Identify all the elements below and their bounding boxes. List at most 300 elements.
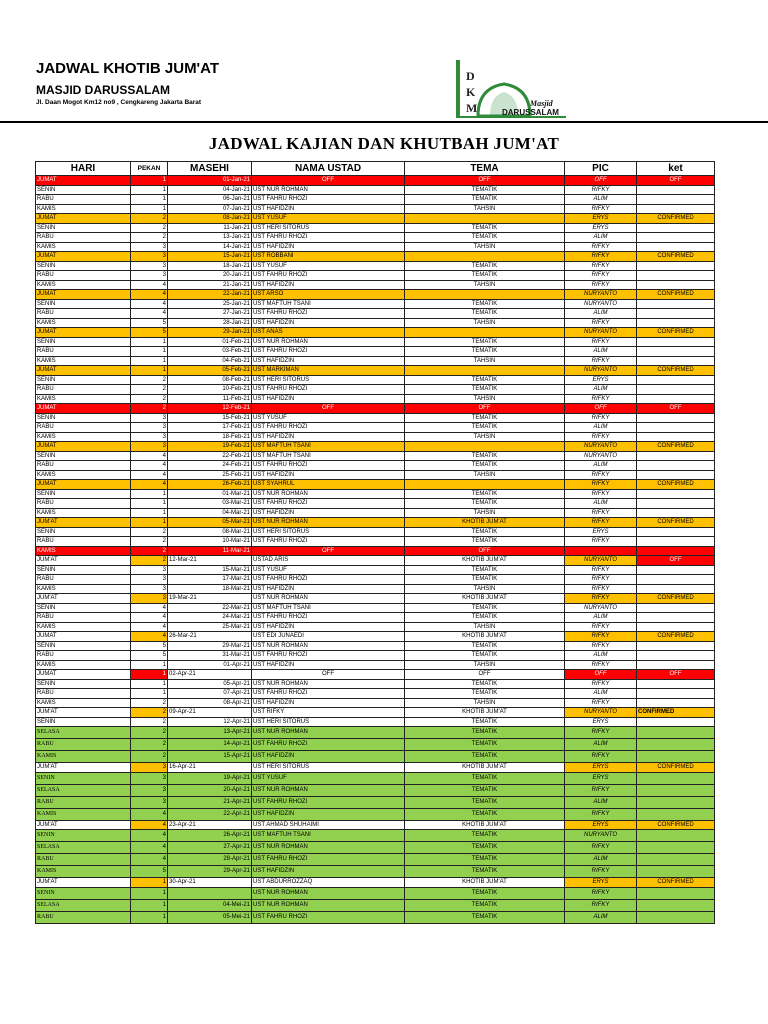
nama-ustad-cell: UST NUR ROHMAN <box>252 887 405 899</box>
pic-cell: ALIM <box>565 347 637 357</box>
pekan-cell: 2 <box>131 223 168 233</box>
nama-ustad-cell: UST HAFIDZIN <box>252 508 405 518</box>
nama-ustad-cell: UST HAFIDZIN <box>252 622 405 632</box>
table-row <box>36 679 715 689</box>
table-row <box>36 537 715 547</box>
ket-cell <box>637 394 715 404</box>
ket-cell <box>637 347 715 357</box>
ket-cell <box>637 796 715 808</box>
masehi-cell: 19-Mar-21 <box>168 594 252 604</box>
tema-cell: OFF <box>405 546 565 556</box>
pekan-cell: 1 <box>131 366 168 376</box>
pic-cell: RIFKY <box>565 261 637 271</box>
pekan-cell: 2 <box>131 394 168 404</box>
hari-cell: RABU <box>36 233 131 243</box>
nama-ustad-cell: UST NUR ROHMAN <box>252 641 405 651</box>
masehi-cell: 30-Apr-21 <box>168 878 252 888</box>
pic-cell: ERYS <box>565 717 637 727</box>
tema-cell: KHOTIB JUM'AT <box>405 594 565 604</box>
hari-cell: SENIN <box>36 772 131 784</box>
hari-cell: JUM'AT <box>36 518 131 528</box>
ket-cell <box>637 727 715 739</box>
pekan-cell: 3 <box>131 242 168 252</box>
nama-ustad-cell: UST MAFTUH TSANI <box>252 603 405 613</box>
tema-cell: TEMATIK <box>405 899 565 911</box>
masehi-cell: 05-Feb-21 <box>168 366 252 376</box>
masehi-cell: 19-Feb-21 <box>168 442 252 452</box>
logo-letter-d: D <box>466 69 475 83</box>
tema-cell: TEMATIK <box>405 413 565 423</box>
nama-ustad-cell: UST NUR ROHMAN <box>252 337 405 347</box>
ket-cell <box>637 698 715 708</box>
tema-cell: TEMATIK <box>405 784 565 796</box>
nama-ustad-cell: UST FAHRU RHOZI <box>252 423 405 433</box>
masehi-cell: 13-Jan-21 <box>168 233 252 243</box>
hari-cell: SENIN <box>36 527 131 537</box>
hari-cell: JUMAT <box>36 480 131 490</box>
hari-cell: KAMIS <box>36 751 131 763</box>
masehi-cell: 20-Apr-21 <box>168 784 252 796</box>
col-masehi: MASEHI <box>168 162 252 176</box>
tema-cell: KHOTIB JUM'AT <box>405 878 565 888</box>
ket-cell <box>637 508 715 518</box>
masehi-cell: 26-Feb-21 <box>168 480 252 490</box>
masehi-cell: 04-Mar-21 <box>168 508 252 518</box>
tema-cell: TEMATIK <box>405 689 565 699</box>
table-row <box>36 660 715 670</box>
tema-cell: TEMATIK <box>405 223 565 233</box>
pekan-cell: 2 <box>131 404 168 414</box>
table-row <box>36 470 715 480</box>
table-row <box>36 866 715 878</box>
pekan-cell: 1 <box>131 911 168 923</box>
hari-cell: RABU <box>36 796 131 808</box>
masehi-cell: 08-Feb-21 <box>168 375 252 385</box>
nama-ustad-cell: UST FAHRU RHOZI <box>252 911 405 923</box>
masehi-cell: 13-Apr-21 <box>168 727 252 739</box>
nama-ustad-cell: UST HAFIDZIN <box>252 356 405 366</box>
pekan-cell: 3 <box>131 442 168 452</box>
nama-ustad-cell: UST NUR ROHMAN <box>252 679 405 689</box>
pekan-cell: 2 <box>131 698 168 708</box>
hari-cell: RABU <box>36 689 131 699</box>
ket-cell <box>637 808 715 820</box>
pekan-cell: 5 <box>131 318 168 328</box>
pekan-cell: 4 <box>131 854 168 866</box>
nama-ustad-cell: OFF <box>252 404 405 414</box>
hari-cell: RABU <box>36 271 131 281</box>
table-row <box>36 290 715 300</box>
masehi-cell: 24-Feb-21 <box>168 461 252 471</box>
masehi-cell: 12-Mar-21 <box>168 556 252 566</box>
ket-cell <box>637 233 715 243</box>
masehi-cell: 04-Mei-21 <box>168 899 252 911</box>
col-ket: ket <box>637 162 715 176</box>
hari-cell: SENIN <box>36 299 131 309</box>
tema-cell: TAHSIN <box>405 470 565 480</box>
pekan-cell: 4 <box>131 830 168 842</box>
hari-cell: JUM'AT <box>36 708 131 718</box>
tema-cell: TEMATIK <box>405 309 565 319</box>
hari-cell: JUMAT <box>36 214 131 224</box>
nama-ustad-cell: UST HAFIDZIN <box>252 394 405 404</box>
nama-ustad-cell: UST HERI SITORUS <box>252 763 405 773</box>
masehi-cell: 04-Jan-21 <box>168 185 252 195</box>
pic-cell: RIFKY <box>565 337 637 347</box>
pekan-cell: 4 <box>131 470 168 480</box>
tema-cell: TAHSIN <box>405 622 565 632</box>
masehi-cell: 18-Mar-21 <box>168 584 252 594</box>
table-row <box>36 499 715 509</box>
nama-ustad-cell: UST EDI JUNAEDI <box>252 632 405 642</box>
pic-cell <box>565 546 637 556</box>
masehi-cell: 27-Jan-21 <box>168 309 252 319</box>
pekan-cell: 4 <box>131 309 168 319</box>
tema-cell: TEMATIK <box>405 772 565 784</box>
pekan-cell: 1 <box>131 176 168 186</box>
masehi-cell: 01-Jan-21 <box>168 176 252 186</box>
table-row <box>36 708 715 718</box>
masehi-cell: 12-Feb-21 <box>168 404 252 414</box>
pekan-cell: 2 <box>131 527 168 537</box>
ket-cell <box>637 584 715 594</box>
hari-cell: SELASA <box>36 842 131 854</box>
tema-cell: TAHSIN <box>405 660 565 670</box>
nama-ustad-cell: UST YUSUF <box>252 261 405 271</box>
pic-cell: ERYS <box>565 820 637 830</box>
pekan-cell: 1 <box>131 518 168 528</box>
masehi-cell: 29-Mar-21 <box>168 641 252 651</box>
tema-cell: TAHSIN <box>405 508 565 518</box>
hari-cell: KAMIS <box>36 508 131 518</box>
pic-cell: RIFKY <box>565 518 637 528</box>
masehi-cell: 26-Apr-21 <box>168 830 252 842</box>
masehi-cell: 05-Mar-21 <box>168 518 252 528</box>
ket-cell <box>637 887 715 899</box>
header-title: JADWAL KHOTIB JUM'AT <box>36 60 220 77</box>
pekan-cell: 2 <box>131 546 168 556</box>
nama-ustad-cell: UST ROBBANI <box>252 252 405 262</box>
pic-cell: ALIM <box>565 796 637 808</box>
tema-cell: TEMATIK <box>405 911 565 923</box>
tema-cell: TEMATIK <box>405 679 565 689</box>
nama-ustad-cell: UST HAFIDZIN <box>252 204 405 214</box>
hari-cell: SENIN <box>36 451 131 461</box>
tema-cell: TEMATIK <box>405 854 565 866</box>
pic-cell: ALIM <box>565 195 637 205</box>
pic-cell: RIFKY <box>565 632 637 642</box>
nama-ustad-cell: UST HAFIDZIN <box>252 432 405 442</box>
hari-cell: KAMIS <box>36 808 131 820</box>
pekan-cell: 3 <box>131 271 168 281</box>
masehi-cell: 02-Apr-21 <box>168 670 252 680</box>
hari-cell: KAMIS <box>36 242 131 252</box>
nama-ustad-cell: UST MAFTUH TSANI <box>252 830 405 842</box>
hari-cell: RABU <box>36 423 131 433</box>
hari-cell: KAMIS <box>36 660 131 670</box>
tema-cell: TEMATIK <box>405 808 565 820</box>
pekan-cell: 4 <box>131 622 168 632</box>
table-row <box>36 489 715 499</box>
table-row <box>36 233 715 243</box>
masehi-cell: 08-Mar-21 <box>168 527 252 537</box>
hari-cell: JUMAT <box>36 670 131 680</box>
hari-cell: JUMAT <box>36 404 131 414</box>
ket-cell <box>637 866 715 878</box>
ket-cell: CONFIRMED <box>637 328 715 338</box>
pekan-cell: 4 <box>131 632 168 642</box>
hari-cell: RABU <box>36 739 131 751</box>
masehi-cell: 20-Jan-21 <box>168 271 252 281</box>
pekan-cell: 3 <box>131 252 168 262</box>
ket-cell <box>637 613 715 623</box>
tema-cell: TEMATIK <box>405 613 565 623</box>
ket-cell <box>637 660 715 670</box>
tema-cell: TEMATIK <box>405 739 565 751</box>
table-row <box>36 911 715 923</box>
table-row <box>36 242 715 252</box>
pekan-cell: 3 <box>131 763 168 773</box>
nama-ustad-cell: UST FAHRU RHOZI <box>252 233 405 243</box>
table-row <box>36 461 715 471</box>
hari-cell: SENIN <box>36 375 131 385</box>
pekan-cell: 1 <box>131 689 168 699</box>
ket-cell <box>637 299 715 309</box>
table-row <box>36 784 715 796</box>
masehi-cell: 15-Mar-21 <box>168 565 252 575</box>
masehi-cell: 10-Feb-21 <box>168 385 252 395</box>
hari-cell: JUMAT <box>36 252 131 262</box>
table-row <box>36 651 715 661</box>
pic-cell: ERYS <box>565 763 637 773</box>
pic-cell: RIFKY <box>565 594 637 604</box>
table-row <box>36 565 715 575</box>
pekan-cell: 4 <box>131 808 168 820</box>
hari-cell: JUM'AT <box>36 820 131 830</box>
table-row <box>36 887 715 899</box>
table-row <box>36 252 715 262</box>
nama-ustad-cell: USTAD ARIS <box>252 556 405 566</box>
logo-letter-m: M <box>466 101 478 115</box>
table-row <box>36 763 715 773</box>
pic-cell: NURYANTO <box>565 442 637 452</box>
ket-cell <box>637 527 715 537</box>
pekan-cell: 1 <box>131 195 168 205</box>
ket-cell: CONFIRMED <box>637 518 715 528</box>
nama-ustad-cell: UST FAHRU RHOZI <box>252 739 405 751</box>
tema-cell: TAHSIN <box>405 204 565 214</box>
tema-cell: KHOTIB JUM'AT <box>405 708 565 718</box>
tema-cell: OFF <box>405 176 565 186</box>
hari-cell: SENIN <box>36 261 131 271</box>
nama-ustad-cell: UST FAHRU RHOZI <box>252 575 405 585</box>
masehi-cell: 28-Jan-21 <box>168 318 252 328</box>
ket-cell <box>637 242 715 252</box>
masehi-cell: 21-Jan-21 <box>168 280 252 290</box>
masehi-cell: 08-Jan-21 <box>168 214 252 224</box>
nama-ustad-cell: UST YUSUF <box>252 413 405 423</box>
pekan-cell: 1 <box>131 489 168 499</box>
nama-ustad-cell: UST ANAS <box>252 328 405 338</box>
ket-cell <box>637 830 715 842</box>
ket-cell: CONFIRMED <box>637 252 715 262</box>
tema-cell: TAHSIN <box>405 318 565 328</box>
masehi-cell: 03-Mar-21 <box>168 499 252 509</box>
pekan-cell: 1 <box>131 660 168 670</box>
pic-cell: ALIM <box>565 385 637 395</box>
col-nama-ustad: NAMA USTAD <box>252 162 405 176</box>
ket-cell <box>637 784 715 796</box>
masehi-cell: 27-Apr-21 <box>168 842 252 854</box>
ket-cell: CONFIRMED <box>637 290 715 300</box>
table-row <box>36 185 715 195</box>
tema-cell: TAHSIN <box>405 584 565 594</box>
pekan-cell: 5 <box>131 866 168 878</box>
pekan-cell: 1 <box>131 899 168 911</box>
schedule-table <box>35 161 715 924</box>
logo-letter-k: K <box>466 85 476 99</box>
hari-cell: SENIN <box>36 185 131 195</box>
pic-cell: RIFKY <box>565 242 637 252</box>
table-row <box>36 899 715 911</box>
col-pic: PIC <box>565 162 637 176</box>
nama-ustad-cell: UST RIFKY <box>252 708 405 718</box>
ket-cell <box>637 461 715 471</box>
nama-ustad-cell: UST SYAHRUL <box>252 480 405 490</box>
masehi-cell: 22-Mar-21 <box>168 603 252 613</box>
pic-cell: ALIM <box>565 423 637 433</box>
ket-cell <box>637 432 715 442</box>
masehi-cell: 18-Feb-21 <box>168 432 252 442</box>
pic-cell: NURYANTO <box>565 290 637 300</box>
pekan-cell: 4 <box>131 451 168 461</box>
tema-cell: KHOTIB JUM'AT <box>405 518 565 528</box>
table-row <box>36 299 715 309</box>
nama-ustad-cell: UST HAFIDZIN <box>252 318 405 328</box>
pekan-cell: 1 <box>131 878 168 888</box>
nama-ustad-cell: UST YUSUF <box>252 565 405 575</box>
tema-cell: TAHSIN <box>405 280 565 290</box>
pic-cell: RIFKY <box>565 271 637 281</box>
masehi-cell: 03-Feb-21 <box>168 347 252 357</box>
ket-cell <box>637 717 715 727</box>
pic-cell: RIFKY <box>565 866 637 878</box>
masjid-name: MASJID DARUSSALAM <box>36 83 171 97</box>
table-row <box>36 820 715 830</box>
pekan-cell: 4 <box>131 613 168 623</box>
nama-ustad-cell: UST HAFIDZIN <box>252 242 405 252</box>
tema-cell <box>405 290 565 300</box>
table-row <box>36 808 715 820</box>
pic-cell: ALIM <box>565 233 637 243</box>
hari-cell: JUM'AT <box>36 594 131 604</box>
nama-ustad-cell: UST FAHRU RHOZI <box>252 195 405 205</box>
hari-cell: RABU <box>36 575 131 585</box>
pekan-cell: 1 <box>131 337 168 347</box>
hari-cell: KAMIS <box>36 280 131 290</box>
masehi-cell: 17-Feb-21 <box>168 423 252 433</box>
table-row <box>36 214 715 224</box>
masehi-cell: 18-Jan-21 <box>168 261 252 271</box>
hari-cell: KAMIS <box>36 622 131 632</box>
pekan-cell: 3 <box>131 565 168 575</box>
hari-cell: JUM'AT <box>36 763 131 773</box>
hari-cell: RABU <box>36 461 131 471</box>
hari-cell: SENIN <box>36 641 131 651</box>
hari-cell: RABU <box>36 854 131 866</box>
nama-ustad-cell: UST HERI SITORUS <box>252 223 405 233</box>
tema-cell: TEMATIK <box>405 717 565 727</box>
ket-cell <box>637 271 715 281</box>
hari-cell: JUMAT <box>36 328 131 338</box>
hari-cell: KAMIS <box>36 394 131 404</box>
table-row <box>36 394 715 404</box>
ket-cell: OFF <box>637 556 715 566</box>
table-row <box>36 717 715 727</box>
nama-ustad-cell: UST NUR ROHMAN <box>252 185 405 195</box>
tema-cell: OFF <box>405 404 565 414</box>
masehi-cell: 31-Mar-21 <box>168 651 252 661</box>
nama-ustad-cell: UST FAHRU RHOZI <box>252 651 405 661</box>
pic-cell: NURYANTO <box>565 556 637 566</box>
ket-cell <box>637 356 715 366</box>
table-row <box>36 271 715 281</box>
nama-ustad-cell: UST HAFIDZIN <box>252 660 405 670</box>
nama-ustad-cell: UST FAHRU RHOZI <box>252 796 405 808</box>
table-row <box>36 594 715 604</box>
tema-cell: TEMATIK <box>405 866 565 878</box>
tema-cell: TEMATIK <box>405 185 565 195</box>
ket-cell <box>637 470 715 480</box>
pic-cell: NURYANTO <box>565 603 637 613</box>
pekan-cell: 1 <box>131 887 168 899</box>
ket-cell <box>637 489 715 499</box>
hari-cell: KAMIS <box>36 356 131 366</box>
pic-cell: RIFKY <box>565 204 637 214</box>
pic-cell: ERYS <box>565 527 637 537</box>
pekan-cell: 3 <box>131 784 168 796</box>
pic-cell: RIFKY <box>565 413 637 423</box>
pic-cell: NURYANTO <box>565 451 637 461</box>
masehi-cell: 16-Apr-21 <box>168 763 252 773</box>
tema-cell: TEMATIK <box>405 489 565 499</box>
ket-cell <box>637 195 715 205</box>
masehi-cell: 14-Jan-21 <box>168 242 252 252</box>
ket-cell <box>637 854 715 866</box>
masehi-cell: 28-Apr-21 <box>168 854 252 866</box>
pekan-cell: 1 <box>131 356 168 366</box>
nama-ustad-cell: UST HAFIDZIN <box>252 866 405 878</box>
col-pekan: PEKAN <box>131 162 168 176</box>
table-row <box>36 204 715 214</box>
table-row <box>36 751 715 763</box>
hari-cell: RABU <box>36 651 131 661</box>
table-row <box>36 796 715 808</box>
ket-cell: CONFIRMED <box>637 708 715 718</box>
nama-ustad-cell: UST NUR ROHMAN <box>252 518 405 528</box>
pekan-cell: 2 <box>131 708 168 718</box>
nama-ustad-cell: UST FAHRU RHOZI <box>252 537 405 547</box>
table-body <box>36 176 715 924</box>
nama-ustad-cell: UST HAFIDZIN <box>252 470 405 480</box>
ket-cell: CONFIRMED <box>637 763 715 773</box>
pekan-cell: 2 <box>131 385 168 395</box>
ket-cell <box>637 651 715 661</box>
ket-cell: CONFIRMED <box>637 632 715 642</box>
ket-cell <box>637 751 715 763</box>
hari-cell: SENIN <box>36 887 131 899</box>
pekan-cell: 1 <box>131 204 168 214</box>
